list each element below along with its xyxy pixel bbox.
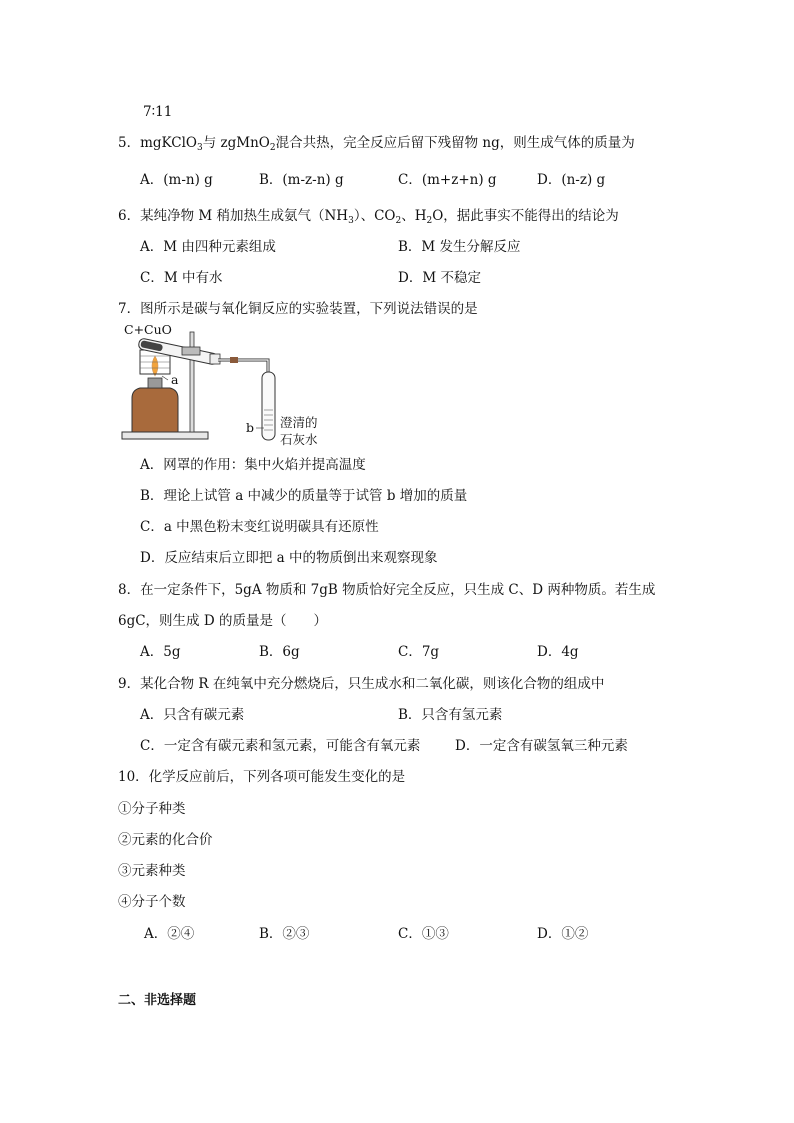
q7-option-b[interactable]: B．理论上试管 a 中减少的质量等于试管 b 增加的质量 [140, 488, 468, 504]
label-reactants: C+CuO [124, 322, 172, 337]
q6-option-c[interactable]: C．M 中有水 [140, 270, 223, 286]
q9-option-d[interactable]: D．一定含有碳氢氧三种元素 [455, 738, 628, 754]
q7-option-c[interactable]: C．a 中黑色粉末变红说明碳具有还原性 [140, 519, 379, 535]
q5-option-b[interactable]: B．(m-z-n) g [259, 172, 344, 188]
question-8-stem-line1: 8．在一定条件下，5gA 物质和 7gB 物质恰好完全反应，只生成 C、D 两种物质。若生成 [118, 582, 656, 598]
prev-answer-tail: 7∶11 [143, 104, 173, 120]
q6-option-d[interactable]: D．M 不稳定 [398, 270, 481, 286]
q6-stem-pre: 6．某纯净物 M 稍加热生成氨气（NH [118, 208, 349, 224]
q8-option-a[interactable]: A．5g [140, 644, 181, 660]
q8-option-c[interactable]: C．7g [398, 644, 440, 660]
question-9-stem: 9．某化合物 R 在纯氧中充分燃烧后，只生成水和二氧化碳，则该化合物的组成中 [118, 676, 605, 692]
q5-option-c[interactable]: C．(m+z+n) g [398, 172, 497, 188]
label-limewater-2: 石灰水 [280, 432, 318, 447]
q8-option-b[interactable]: B．6g [259, 644, 300, 660]
q5-subscript-3: 3 [196, 143, 203, 153]
question-10-stem: 10．化学反应前后，下列各项可能发生变化的是 [118, 769, 406, 785]
q5-stem-pre: 5．mgKClO [118, 135, 197, 151]
q5-option-d[interactable]: D．(n-z) g [537, 172, 606, 188]
q6-option-b[interactable]: B．M 发生分解反应 [398, 239, 521, 255]
section-2-heading: 二、非选择题 [118, 993, 197, 1008]
q7-option-a[interactable]: A．网罩的作用：集中火焰并提高温度 [140, 457, 366, 473]
q10-item-2: ②元素的化合价 [118, 832, 213, 848]
q6-subscript-2b: 2 [426, 216, 433, 226]
question-8-stem-line2: 6gC，则生成 D 的质量是（ ） [118, 613, 327, 629]
q10-option-c[interactable]: C．①③ [398, 926, 449, 942]
q5-subscript-2: 2 [269, 143, 276, 153]
q10-item-3: ③元素种类 [118, 863, 186, 879]
q9-option-a[interactable]: A．只含有碳元素 [140, 707, 245, 723]
q6-stem-a: ）、CO [353, 208, 396, 224]
q7-apparatus-figure [118, 320, 348, 448]
q6-stem-c: O，据此事实不能得出的结论为 [432, 208, 619, 224]
question-6-stem [118, 207, 619, 230]
q5-stem-post: 混合共热，完全反应后留下残留物 ng，则生成气体的质量为 [275, 135, 635, 151]
question-5-stem [118, 134, 635, 157]
q8-option-d[interactable]: D．4g [537, 644, 579, 660]
q7-option-d[interactable]: D．反应结束后立即把 a 中的物质倒出来观察现象 [140, 550, 438, 566]
label-limewater-1: 澄清的 [280, 415, 318, 430]
q6-subscript-2a: 2 [395, 216, 402, 226]
q9-option-c[interactable]: C．一定含有碳元素和氢元素，可能含有氧元素 [140, 738, 421, 754]
q10-item-4: ④分子个数 [118, 894, 186, 910]
q10-option-a[interactable]: A．②④ [144, 926, 195, 942]
q6-subscript-3: 3 [348, 216, 354, 226]
q5-stem-mid: 与 zgMnO [202, 135, 270, 151]
q10-option-d[interactable]: D．①② [537, 926, 589, 942]
label-tube-a: a [171, 372, 179, 387]
q6-option-a[interactable]: A．M 由四种元素组成 [140, 239, 276, 255]
label-tube-b: b [246, 420, 255, 435]
q9-option-b[interactable]: B．只含有氢元素 [398, 707, 503, 723]
q10-option-b[interactable]: B．②③ [259, 926, 310, 942]
question-7-stem: 7．图所示是碳与氧化铜反应的实验装置，下列说法错误的是 [118, 301, 478, 317]
q10-item-1: ①分子种类 [118, 801, 186, 817]
q6-stem-b: 、H [401, 208, 427, 224]
q5-option-a[interactable]: A．(m-n) g [140, 172, 213, 188]
